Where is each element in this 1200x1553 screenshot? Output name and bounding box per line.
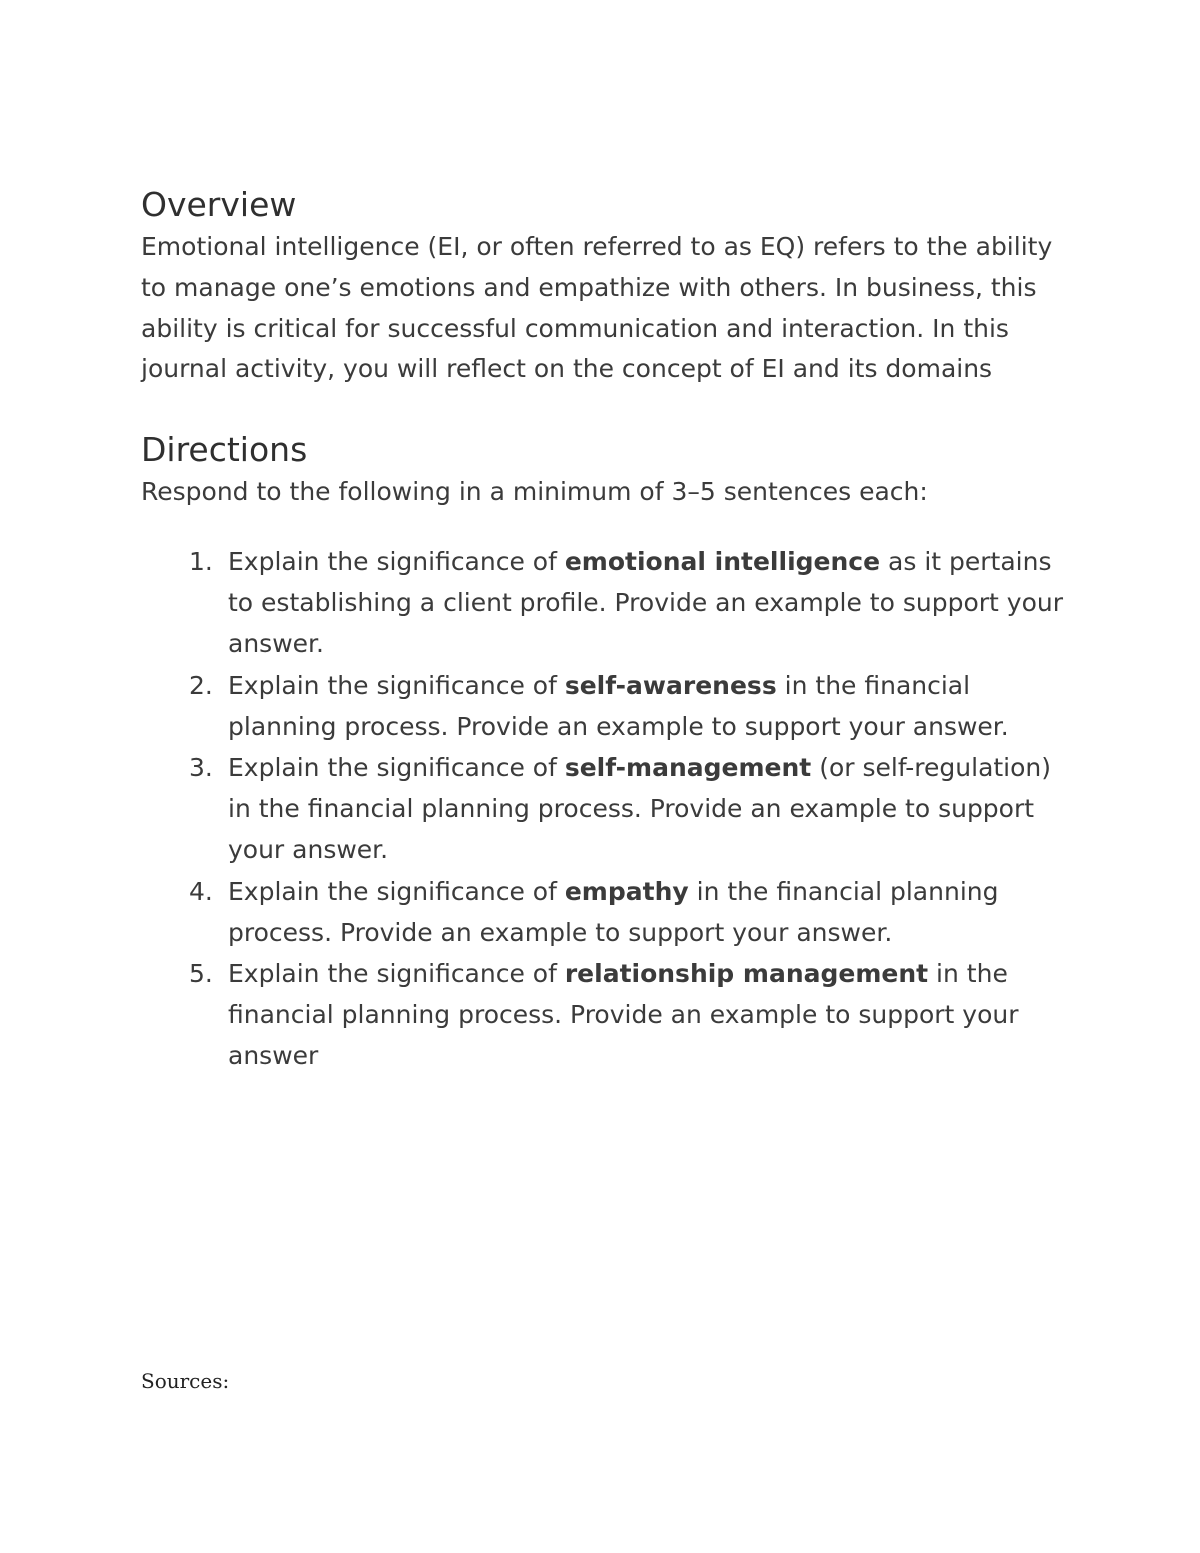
list-item xyxy=(141,871,1081,953)
list-item-number: 3. xyxy=(189,753,213,782)
list-item-text-before: Explain the significance of xyxy=(228,876,565,906)
overview-body: Emotional intelligence (EI, or often referred to as EQ) refers to the ability to manage one’s emotions and empathize with others. In business, this ability is critical for successful communication and interaction. In this journal activity, you will reflect on the concept of EI and its domains xyxy=(141,232,1053,384)
list-item-number: 1. xyxy=(189,546,213,576)
list-spacer xyxy=(141,513,1081,541)
list-item-term: emotional intelligence xyxy=(564,546,881,576)
list-item-term: relationship management xyxy=(564,959,929,989)
list-item-term: self-management xyxy=(564,753,812,782)
list-item-number: 2. xyxy=(189,670,213,700)
list-item-text-before: Explain the significance of xyxy=(228,546,565,576)
list-item xyxy=(141,665,1081,747)
section-spacer xyxy=(141,390,1081,428)
overview-heading: Overview xyxy=(141,185,297,224)
list-item-text-after: in the financial planning process. Provide an example to support your answer. xyxy=(228,876,999,947)
list-item-term: empathy xyxy=(564,876,689,906)
list-item-text-before: Explain the significance of xyxy=(228,670,565,700)
list-item-text-after: in the financial planning process. Provide an example to support your answer. xyxy=(228,670,1009,741)
list-item-term: self-awareness xyxy=(564,670,777,700)
list-item-text-before: Explain the significance of xyxy=(228,753,565,782)
list-item-number: 5. xyxy=(189,959,213,989)
list-item-text-before: Explain the significance of xyxy=(228,959,565,989)
document-content xyxy=(141,183,1081,1077)
list-item-number: 4. xyxy=(189,876,213,906)
directions-list xyxy=(141,541,1081,1077)
list-item xyxy=(141,541,1081,665)
list-item xyxy=(141,953,1081,1077)
directions-intro: Respond to the following in a minimum of 3–5 sentences each: xyxy=(141,477,928,507)
list-item-text-after: (or self-regulation) in the financial planning process. Provide an example to support your answer. xyxy=(228,753,1052,865)
list-item-text-after: in the financial planning process. Provide an example to support your answer xyxy=(228,959,1019,1071)
sources-label: Sources: xyxy=(141,1369,230,1393)
list-item-text-after: as it pertains to establishing a client profile. Provide an example to support your answer. xyxy=(228,546,1063,659)
list-item xyxy=(141,747,1081,871)
directions-heading: Directions xyxy=(141,430,308,470)
